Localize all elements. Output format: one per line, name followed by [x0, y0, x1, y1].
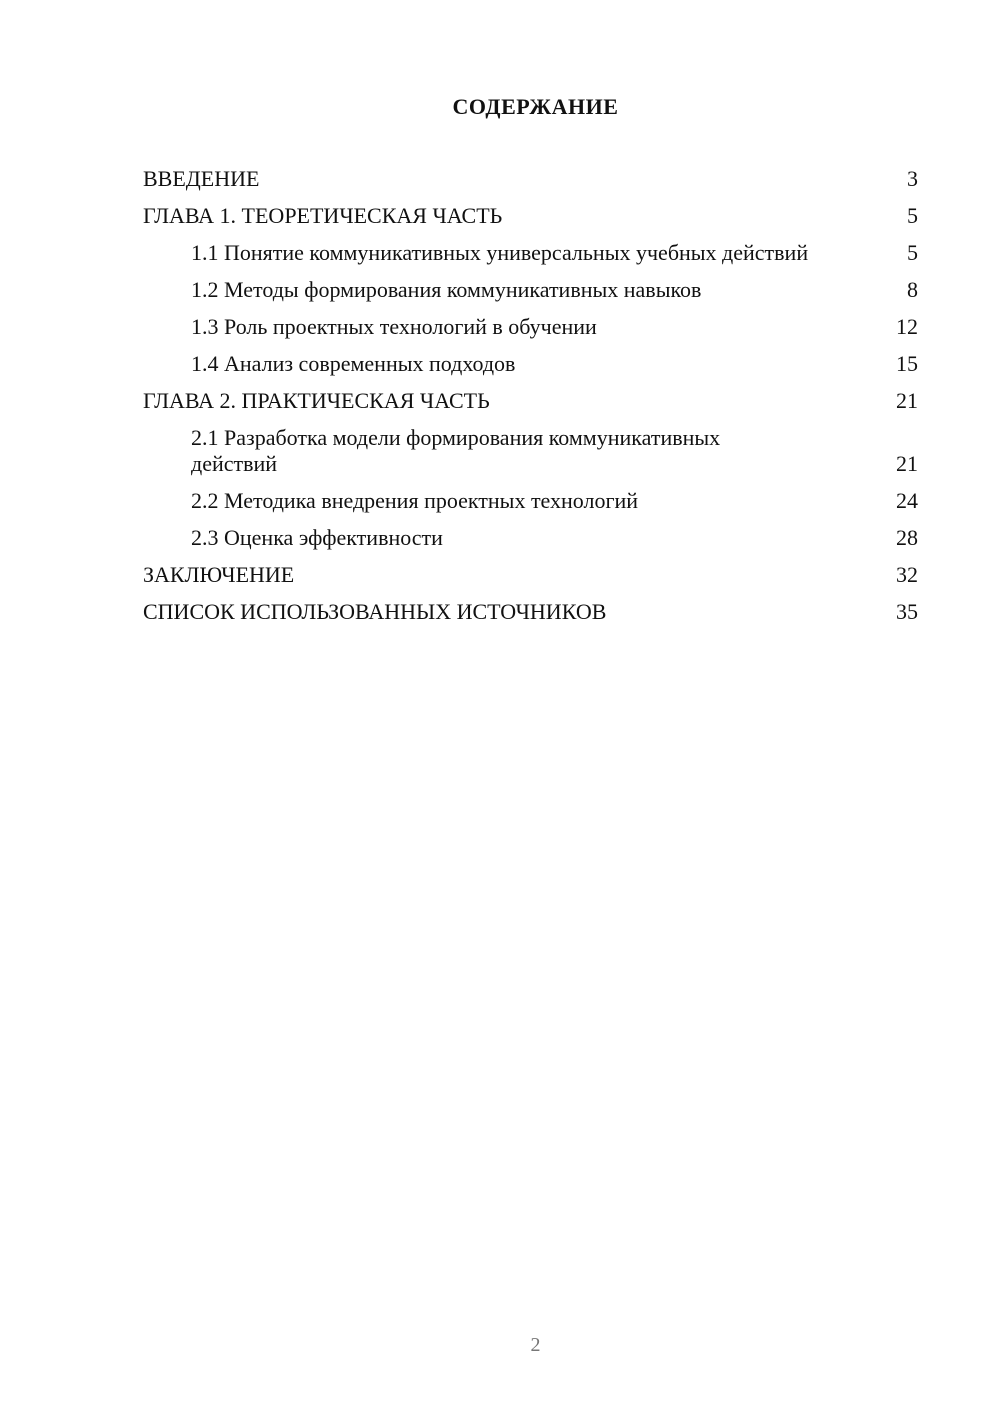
toc-item-page: 21	[896, 388, 918, 413]
toc-item-label: СПИСОК ИСПОЛЬЗОВАННЫХ ИСТОЧНИКОВ	[143, 599, 607, 624]
toc-item-label: 2.3 Оценка эффективности	[191, 525, 443, 550]
toc-item-page: 8	[907, 277, 918, 302]
toc-item-section-1-4[interactable]	[143, 351, 918, 377]
toc-item-chapter-1[interactable]	[143, 203, 918, 229]
table-of-contents	[143, 166, 918, 636]
toc-item-label: ГЛАВА 2. ПРАКТИЧЕСКАЯ ЧАСТЬ	[143, 388, 490, 413]
toc-item-section-2-2[interactable]	[143, 488, 918, 514]
toc-item-section-2-3[interactable]	[143, 525, 918, 551]
toc-item-label: 1.2 Методы формирования коммуникативных навыков	[191, 277, 702, 302]
toc-item-section-1-2[interactable]	[143, 277, 918, 303]
toc-item-page: 21	[896, 451, 918, 476]
toc-item-label: 1.4 Анализ современных подходов	[191, 351, 516, 376]
toc-item-introduction[interactable]	[143, 166, 918, 192]
toc-item-label: ГЛАВА 1. ТЕОРЕТИЧЕСКАЯ ЧАСТЬ	[143, 203, 503, 228]
toc-item-page: 24	[896, 488, 918, 513]
toc-item-page: 5	[907, 240, 918, 265]
toc-item-label: 1.3 Роль проектных технологий в обучении	[191, 314, 597, 339]
toc-item-section-2-1[interactable]	[143, 425, 918, 477]
page-title: СОДЕРЖАНИЕ	[452, 94, 619, 119]
toc-item-label: 2.1 Разработка модели формирования коммуникативных действий	[191, 425, 721, 476]
toc-item-page: 3	[907, 166, 918, 191]
toc-item-label: 2.2 Методика внедрения проектных технологий	[191, 488, 639, 513]
toc-item-conclusion[interactable]	[143, 562, 918, 588]
toc-item-section-1-3[interactable]	[143, 314, 918, 340]
toc-item-page: 28	[896, 525, 918, 550]
toc-item-label: 1.1 Понятие коммуникативных универсальных учебных действий	[191, 240, 809, 265]
toc-item-label: ВВЕДЕНИЕ	[143, 166, 260, 191]
toc-item-page: 12	[896, 314, 918, 339]
toc-item-label: ЗАКЛЮЧЕНИЕ	[143, 562, 295, 587]
toc-item-references[interactable]	[143, 599, 918, 625]
toc-item-page: 15	[896, 351, 918, 376]
toc-item-page: 35	[896, 599, 918, 624]
toc-item-section-1-1[interactable]	[143, 240, 918, 266]
toc-item-page: 5	[907, 203, 918, 228]
toc-item-chapter-2[interactable]	[143, 388, 918, 414]
toc-item-page: 32	[896, 562, 918, 587]
page-number: 2	[530, 1334, 541, 1356]
